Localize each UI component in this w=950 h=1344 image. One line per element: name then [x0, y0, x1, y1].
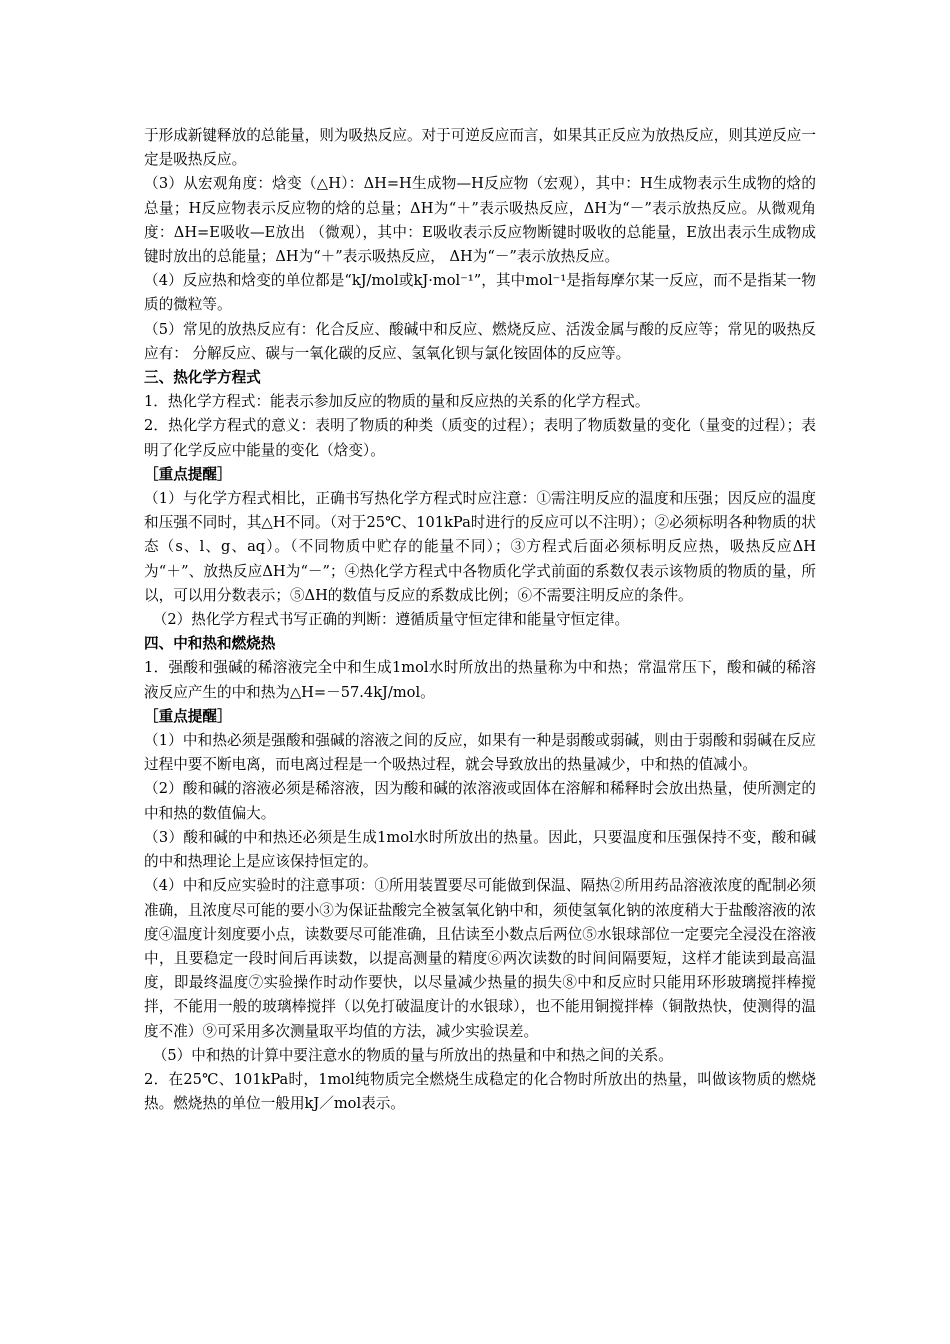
paragraph-one-mol-water: （3）酸和碱的中和热还必须是生成1mol水时所放出的热量。因此，只要温度和压强保持不变，酸和碱的中和热理论上是应该保持恒定的。 — [144, 828, 816, 871]
paragraph-endothermic-continuation: 于形成新键释放的总能量，则为吸热反应。对于可逆反应而言，如果其正反应为放热反应，则其逆反应一定是吸热反应。 — [144, 127, 816, 169]
document-page — [144, 124, 816, 1116]
paragraph-units: （4）反应热和焓变的单位都是“kJ/mol或kJ·mol⁻¹”，其中mol⁻¹是指每摩尔某一反应，而不是指某一物质的微粒等。 — [144, 272, 816, 314]
paragraph-neutralization-heat: 1．强酸和强碱的稀溶液完全中和生成1mol水时所放出的热量称为中和热；常温常压下，酸和碱的稀溶液反应产生的中和热为△H=－57.4kJ/mol。 — [144, 659, 816, 701]
section-heading-neutralization-combustion: 四、中和热和燃烧热 — [144, 635, 276, 653]
paragraph-dilute-solution: （2）酸和碱的溶液必须是稀溶液，因为酸和碱的浓溶液或固体在溶解和稀释时会放出热量，使所测定的中和热的数值偏大。 — [144, 780, 816, 822]
key-reminder-label: ［重点提醒］ — [144, 465, 232, 483]
paragraph-calculation-note: （5）中和热的计算中要注意水的物质的量与所放出的热量和中和热之间的关系。 — [152, 1046, 673, 1064]
key-reminder-label: ［重点提醒］ — [144, 707, 232, 725]
paragraph-correctness: （2）热化学方程式书写正确的判断：遵循质量守恒定律和能量守恒定律。 — [152, 611, 630, 629]
paragraph-strong-acid-base: （1）中和热必须是强酸和强碱的溶液之间的反应，如果有一种是弱酸或弱碱，则由于弱酸和弱碱在反应过程中要不断电离，而电离过程是一个吸热过程，就会导致放出的热量减少，中和热的值减小。 — [144, 732, 816, 774]
paragraph-definition: 1．热化学方程式：能表示参加反应的物质的量和反应热的关系的化学方程式。 — [144, 393, 650, 411]
paragraph-writing-notes: （1）与化学方程式相比，正确书写热化学方程式时应注意：①需注明反应的温度和压强；因反应的温度和压强不同时，其△H不同。（对于25℃、101kPa时进行的反应可以不注明）；②必须标明各种物质的状态（s、l、g、aq）。（不同物质中贮存的能量不同）；③方程式后面必须标明反应热，吸热反应ΔH为“＋”、放热反应ΔH为“－”；④热化学方程式中各物质化学式前面的系数仅表示该物质的物质的量，所以，可以用分数表示；⑤ΔH的数值与反应的系数成比例；⑥不需要注明反应的条件。 — [144, 490, 816, 604]
paragraph-meaning: 2．热化学方程式的意义：表明了物质的种类（质变的过程）；表明了物质数量的变化（量变的过程）；表明了化学反应中能量的变化（焓变）。 — [144, 417, 816, 459]
paragraph-experiment-notes: （4）中和反应实验时的注意事项：①所用装置要尽可能做到保温、隔热②所用药品溶液浓度的配制必须准确，且浓度尽可能的要小③为保证盐酸完全被氢氧化钠中和，须使氢氧化钠的浓度稍大于盐酸溶液的浓度④温度计刻度要小点，读数要尽可能准确，且估读至小数点后两位⑤水银球部位一定要完全浸没在溶液中，且要稳定一段时间后再读数，以提高测量的精度⑥两次读数的时间间隔要短，这样才能读到最高温度，即最终温度⑦实验操作时动作要快，以尽量减少热量的损失⑧中和反应时只能用环形玻璃搅拌棒搅拌，不能用一般的玻璃棒搅拌（以免打破温度计的水银球），也不能用铜搅拌棒（铜散热快，使测得的温度不准）⑨可采用多次测量取平均值的方法，减少实验误差。 — [144, 877, 816, 1040]
paragraph-combustion-heat: 2．在25℃、101kPa时，1mol纯物质完全燃烧生成稳定的化合物时所放出的热量，叫做该物质的燃烧热。燃烧热的单位一般用kJ／mol表示。 — [144, 1070, 816, 1113]
section-heading-thermochemical-equation: 三、热化学方程式 — [144, 369, 261, 387]
paragraph-enthalpy-change: （3）从宏观角度：焓变（△H）：ΔH=H生成物—H反应物（宏观），其中：H生成物表示生成物的焓的总量；H反应物表示反应物的焓的总量；ΔH为“＋”表示吸热反应，ΔH为“－”表示放热反应。从微观角度：ΔH=E吸收—E放出 （微观），其中：E吸收表示反应物断键时吸收的总能量，E放出表示生成物成键时放出的总能量；ΔH为“＋”表示吸热反应， ΔH为“－”表示放热反应。 — [144, 175, 816, 266]
paragraph-common-reactions: （5）常见的放热反应有：化合反应、酸碱中和反应、燃烧反应、活泼金属与酸的反应等；常见的吸热反应有： 分解反应、碳与一氧化碳的反应、氢氧化钡与氯化铵固体的反应等。 — [144, 320, 816, 362]
